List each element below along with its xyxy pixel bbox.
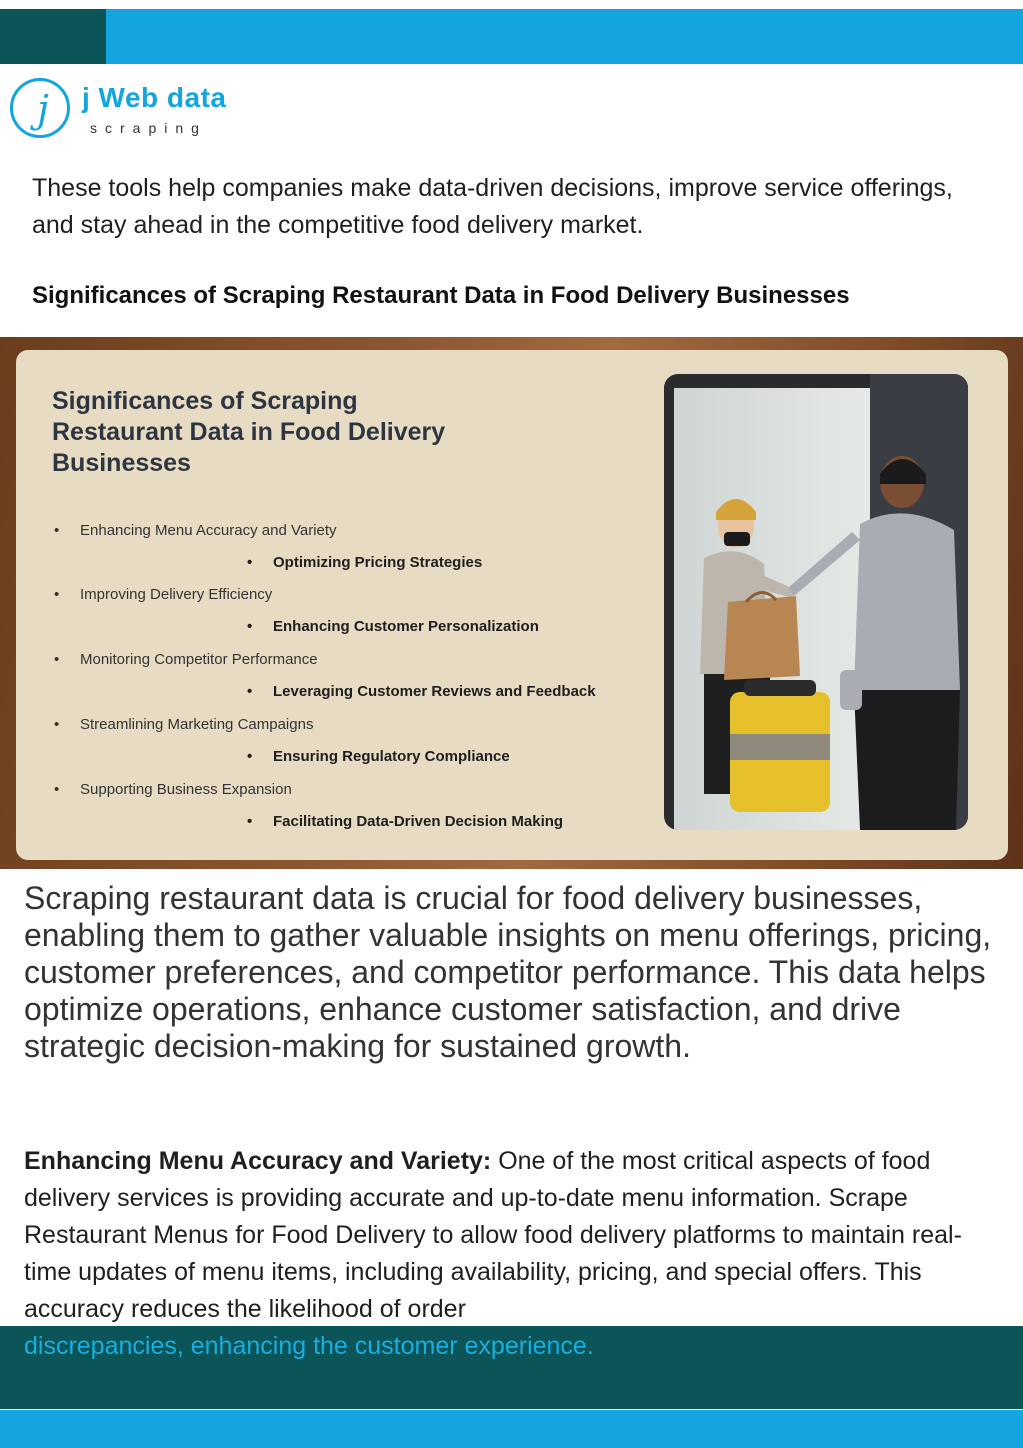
logo-wordmark: j Web data: [82, 82, 227, 113]
bullet: •: [247, 618, 253, 635]
body-paragraph: Scraping restaurant data is crucial for food delivery businesses, enabling them to gather valuable insights on menu offerings, pricing, customer preferences, and competitor performance. This data helps optimize operations, enhance customer satisfaction, and drive strategic decision-making for sustained growth.: [24, 880, 992, 1064]
bullet: •: [247, 683, 253, 700]
infographic-banner: [0, 337, 1023, 869]
list-item: [54, 716, 314, 733]
list-item: [247, 748, 510, 765]
bullet: •: [247, 813, 253, 830]
delivery-photo: [664, 374, 968, 830]
list-item-label: Optimizing Pricing Strategies: [273, 554, 483, 571]
list-item-label: Leveraging Customer Reviews and Feedback: [273, 683, 596, 700]
list-item-label: Facilitating Data-Driven Decision Making: [273, 813, 564, 830]
list-item: [247, 554, 483, 571]
bullet: •: [247, 554, 253, 571]
bullet: •: [54, 716, 60, 733]
bullet: •: [54, 781, 60, 798]
list-item: [247, 618, 539, 635]
list-item: [54, 586, 273, 603]
intro-paragraph: These tools help companies make data-driven decisions, improve service offerings, and stay ahead in the competitive food delivery market.: [32, 174, 953, 239]
logo: [10, 78, 240, 146]
infographic-card: [16, 350, 1008, 860]
list-item: [54, 651, 318, 668]
logo-subtitle: scraping: [90, 120, 207, 136]
bullet: •: [247, 748, 253, 765]
bullet: •: [54, 522, 60, 539]
list-item-label: Enhancing Customer Personalization: [273, 618, 539, 635]
footer-bar-accent: [0, 1410, 1023, 1448]
header-bar: [106, 9, 1023, 64]
list-item-label: Monitoring Competitor Performance: [80, 651, 318, 668]
infographic-title: Significances of Scraping Restaurant Data in Food Delivery Businesses: [52, 387, 446, 477]
header-bar-accent: [0, 9, 106, 64]
list-item-label: Ensuring Regulatory Compliance: [273, 748, 510, 765]
bullet: •: [54, 586, 60, 603]
section-heading: Significances of Scraping Restaurant Data in Food Delivery Businesses: [32, 282, 850, 309]
list-item-label: Enhancing Menu Accuracy and Variety: [80, 522, 337, 539]
menu-accuracy-paragraph: [24, 1143, 1009, 1328]
list-item-label: Supporting Business Expansion: [80, 781, 292, 798]
list-item: [247, 683, 596, 700]
logo-circle-icon: [10, 78, 70, 138]
menu-accuracy-text: One of the most critical aspects of food delivery services is providing accurate and up-to-date menu information. Scrape Restaurant Menus for Food Delivery to allow food delivery platforms to maintain real-time updates of menu items, including availability, pricing, and special offers. This accuracy reduces the likelihood of order: [24, 1147, 962, 1323]
footer-overlay-text: discrepancies, enhancing the customer experience.: [24, 1332, 594, 1360]
list-item-label: Improving Delivery Efficiency: [80, 586, 273, 603]
list-item: [54, 781, 292, 798]
menu-accuracy-label: Enhancing Menu Accuracy and Variety:: [24, 1147, 492, 1175]
delivery-scene-illustration: [664, 374, 968, 830]
bullet: •: [54, 651, 60, 668]
list-item-label: Streamlining Marketing Campaigns: [80, 716, 314, 733]
list-item: [54, 522, 337, 539]
list-item: [247, 813, 564, 830]
logo-glyph: j: [37, 87, 49, 131]
